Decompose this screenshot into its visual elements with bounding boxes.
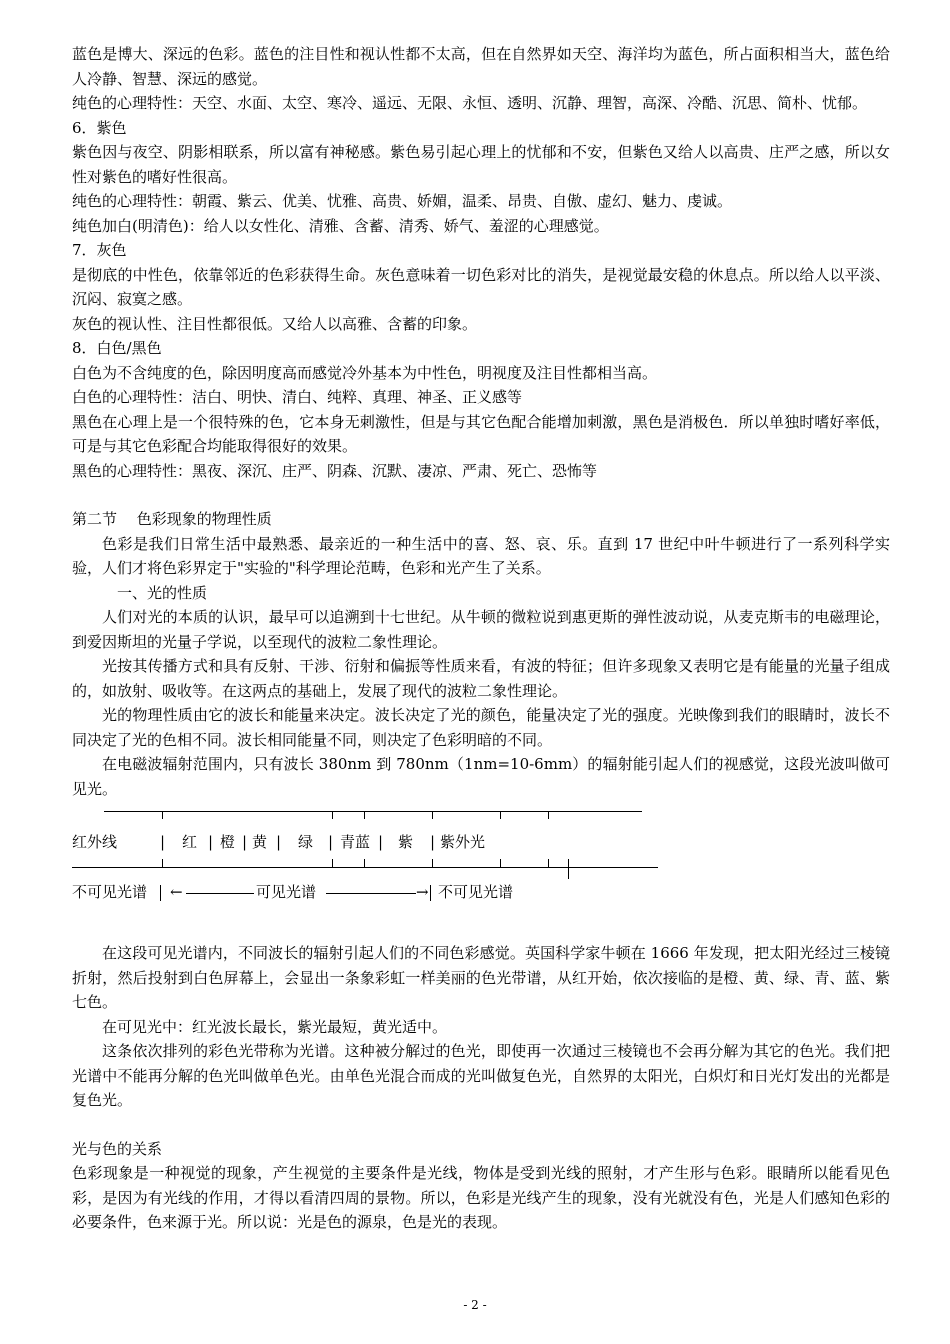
light-color-relation-heading: 光与色的关系 [72,1139,163,1158]
light-nature-paragraph-3: 光的物理性质由它的波长和能量来决定。波长决定了光的颜色，能量决定了光的强度。光映像到我们的眼睛时，波长不同决定了光的色相不同。波长相同能量不同，则决定了色彩明暗的不同。 [72,706,890,749]
blue-description: 蓝色是博大、深远的色彩。蓝色的注目性和视认性都不太高，但在自然界如天空、海洋均为蓝色，所占面积相当大，蓝色给人冷静、智慧、深远的感觉。 [72,45,890,88]
spectrum-paragraph-3: 这条依次排列的彩色光带称为光谱。这种被分解过的色光，即使再一次通过三棱镜也不会再分解为其它的色光。我们把光谱中不能再分解的色光叫做单色光。由单色光混合而成的光叫做复色光，自然界的太阳光，白炽灯和日光灯发出的光都是复色光。 [72,1042,890,1109]
light-color-relation-paragraph: 色彩现象是一种视觉的现象，产生视觉的主要条件是光线，物体是受到光线的照射，才产生形与色彩。眼睛所以能看见色彩，是因为有光线的作用，才得以看清四周的景物。所以，色彩是光线产生的现象，没有光就没有色，光是人们感知色彩的必要条件，色来源于光。所以说：光是色的源泉，色是光的表现。 [72,1164,890,1231]
band-green: 绿 [298,833,314,851]
light-nature-paragraph-4: 在电磁波辐射范围内，只有波长 380nm 到 780nm（1nm=10-6mm）的辐射能引起人们的视感觉，这段光波叫做可见光。 [72,755,890,798]
band-violet: 紫 [398,833,414,851]
infrared-label: 红外线 [72,833,118,851]
light-nature-paragraph-1: 人们对光的本质的认识，最早可以追溯到十七世纪。从牛顿的微粒说到惠更斯的弹性波动说，从麦克斯韦的电磁理论，到爱因斯坦的光量子学说，以至现代的波粒二象性理论。 [72,608,890,651]
purple-psychology: 纯色的心理特性：朝霞、紫云、优美、忧雅、高贵、娇媚，温柔、昂贵、自傲、虚幻、魅力、虔诚。 [72,192,733,210]
white-black-heading: 8．白色/黑色 [72,339,162,357]
gray-description: 是彻底的中性色，依靠邻近的色彩获得生命。灰色意味着一切色彩对比的消失，是视觉最安稳的休息点。所以给人以平淡、沉闷、寂寞之感。 [72,265,890,308]
black-description: 黑色在心理上是一个很特殊的色，它本身无刺激性，但是与其它色配合能增加刺激，黑色是消极色．所以单独时嗜好率低，可是与其它色彩配合均能取得很好的效果。 [72,412,890,455]
document-page [72,42,890,1235]
spectrum-paragraph-1: 在这段可见光谱内，不同波长的辐射引起人们的不同色彩感觉。英国科学家牛顿在 1666 年发现，把太阳光经过三棱镜折射，然后投射到白色屏幕上，会显出一条象彩虹一样美丽的色光带谱，从红开始，依次接临的是橙、黄、绿、青、蓝、紫七色。 [72,944,890,1011]
band-cyan-blue: 青蓝 [340,833,371,851]
spectrum-diagram: 红外线 | 红 | 橙 | 黄 | 绿 | 青蓝 | 紫 | 紫外光 不可见光谱 ← 可见光谱 → 不可见光谱 [72,811,890,915]
purple-description: 紫色因与夜空、阴影相联系，所以富有神秘感。紫色易引起心理上的忧郁和不安，但紫色又给人以高贵、庄严之感，所以女性对紫色的嗜好性很高。 [72,143,890,186]
black-psychology: 黑色的心理特性：黑夜、深沉、庄严、阴森、沉默、凄凉、严肃、死亡、恐怖等 [72,461,598,480]
white-description: 白色为不含纯度的色，除因明度高而感觉冷外基本为中性色，明视度及注目性都相当高。 [72,363,658,382]
page-number: - 2 - [463,1298,487,1312]
section-heading: 第二节 色彩现象的物理性质 [72,510,272,528]
band-red: 红 [182,833,198,851]
purple-tint: 纯色加白(明清色)：给人以女性化、清雅、含蓄、清秀、娇气、羞涩的心理感觉。 [72,216,609,235]
light-nature-paragraph-2: 光按其传播方式和具有反射、干涉、衍射和偏振等性质来看，有波的特征；但许多现象又表明它是有能量的光量子组成的，如放射、吸收等。在这两点的基础上，发展了现代的波粒二象性理论。 [72,657,890,700]
band-ultraviolet: 紫外光 [440,833,486,851]
band-orange: 橙 [220,833,236,851]
gray-heading: 7．灰色 [72,241,127,259]
spectrum-paragraph-2: 在可见光中：红光波长最长，紫光最短，黄光适中。 [102,1017,448,1036]
purple-heading: 6．紫色 [72,118,127,137]
band-yellow: 黄 [252,833,268,851]
section-intro: 色彩是我们日常生活中最熟悉、最亲近的一种生活中的喜、怒、哀、乐。直到 17 世纪中叶牛顿进行了一系列科学实验，人们才将色彩界定于"实验的"科学理论范畴，色彩和光产生了关系。 [72,534,890,577]
blue-psychology: 纯色的心理特性：天空、水面、太空、寒冷、遥远、无限、永恒、透明、沉静、理智，高深、冷酷、沉思、简朴、忧郁。 [72,94,868,112]
subsection-heading: 一、光的性质 [117,583,208,602]
invisible-spectrum-right: 不可见光谱 [438,883,514,901]
white-psychology: 白色的心理特性：洁白、明快、清白、纯粹、真理、神圣、正义感等 [72,388,523,406]
visible-spectrum-label: 可见光谱 [256,883,317,901]
invisible-spectrum-left: 不可见光谱 [72,883,148,901]
gray-note: 灰色的视认性、注目性都很低。又给人以高雅、含蓄的印象。 [72,314,478,333]
